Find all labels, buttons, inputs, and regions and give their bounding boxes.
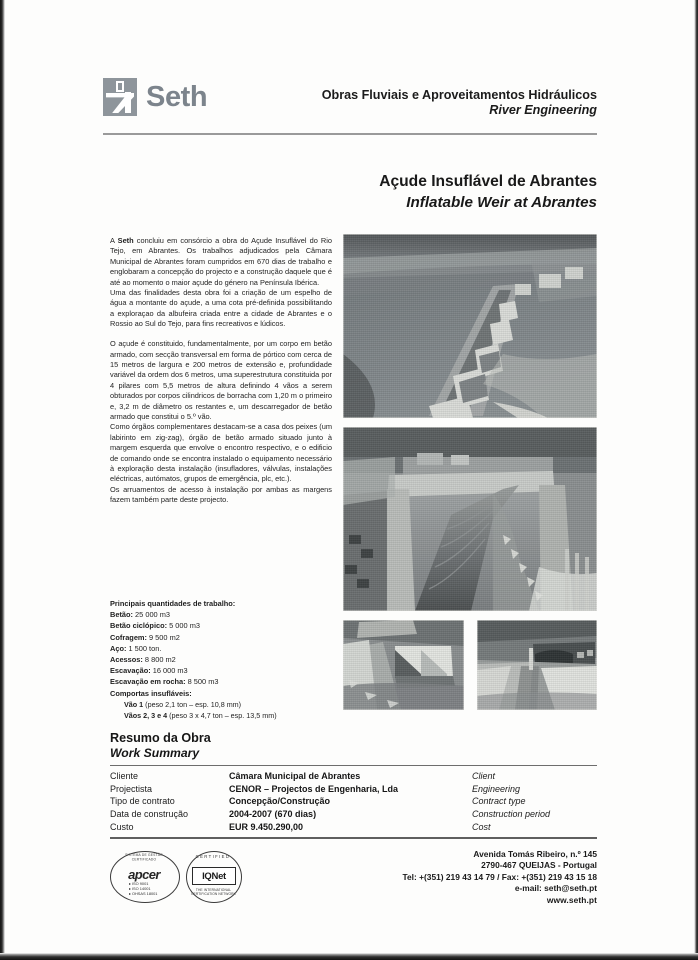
paragraph-2: Uma das finalidades desta obra foi a criação de um espelho de água a montante do açude, a uma cota pré-definida possibilitando a exploraçao da albufeira criada entre a cidade de Abrantes e o Rossio ao Sul do Tejo, para fins recreativos e lúdicos.: [110, 288, 332, 329]
summary-row-label: Tipo de contrato: [110, 796, 175, 807]
quantity-label: Acessos:: [110, 655, 143, 665]
page-title-en: Inflatable Weir at Abrantes: [406, 193, 597, 211]
summary-row: [110, 770, 597, 783]
quantity-sub-row: [110, 699, 340, 710]
quantities-block: [110, 598, 340, 721]
apcer-standard: ▸ ISO 9001: [129, 881, 148, 886]
quantity-value: 9 500 m2: [146, 632, 180, 642]
quantity-label: Aço:: [110, 643, 127, 653]
paragraph-5: Os arruamentos de acesso à instalação por ambas as margens fazem também parte deste projecto.: [110, 484, 332, 505]
photo-rubber-bladder-gate-detail: [343, 427, 597, 611]
quantity-row: [110, 676, 340, 687]
apcer-standards-list: [129, 881, 157, 897]
quantities-list: [110, 609, 340, 699]
body-text-column: [110, 236, 332, 506]
footer-website[interactable]: www.seth.pt: [546, 894, 597, 905]
quantity-sub-row: [110, 710, 340, 721]
paragraph-4: Como órgãos complementares destacam-se a casa dos peixes (um labirinto em zig-zag), órgão de betão armado situado junto à margem esquerda que envolve o encontro respectivo, e o edificio de comando onde se encontra instalado o equipamento necessário à exploração desta instalação (insufladores, válvulas, instalações eléctricas, autómatos, grupos de emergência, plc, etc.).: [110, 422, 332, 484]
photo-aerial-view-of-inflatable-weir: [343, 234, 597, 418]
iqnet-arc-bottom: THE INTERNATIONAL CERTIFICATION NETWORK: [191, 888, 236, 896]
scan-edge-bottom: [0, 953, 698, 960]
summary-row-label-en: Engineering: [472, 783, 521, 794]
summary-row: [110, 808, 597, 821]
summary-row-label: Custo: [110, 821, 134, 832]
quantity-value: 1 500 ton.: [126, 643, 162, 653]
summary-row-value: CENOR – Projectos de Engenharia, Lda: [229, 783, 399, 794]
footer-contact-block: [403, 849, 597, 906]
scan-edge-right: [694, 0, 698, 960]
quantity-row: [110, 609, 340, 620]
iqnet-badge: [192, 867, 236, 885]
page-title-pt: Açude Insuflável de Abrantes: [379, 173, 597, 190]
quantity-sub-label: Vãos 2, 3 e 4: [124, 711, 168, 721]
quantity-value: 25 000 m3: [133, 610, 170, 620]
photo-fish-pass-structure: [343, 620, 464, 710]
quantity-value: 8 500 m3: [185, 677, 219, 687]
quantity-value: 5 000 m3: [167, 621, 200, 631]
summary-divider-top: [110, 765, 597, 767]
summary-row: [110, 795, 597, 808]
summary-divider-bottom: [110, 837, 597, 839]
quantity-row: [110, 643, 340, 654]
summary-row: [110, 821, 597, 834]
summary-table: [110, 770, 597, 833]
photo-access-road-and-abutment: [477, 620, 597, 710]
quantity-label: Comportas insufláveis:: [110, 688, 192, 698]
apcer-standard: ▸ ISO 14001: [129, 886, 151, 891]
quantity-row: [110, 665, 340, 676]
summary-row-label-en: Client: [472, 771, 496, 782]
apcer-wordmark: apcer: [128, 867, 160, 882]
quantity-label: Escavação:: [110, 666, 151, 676]
footer-phone-fax: Tel: +(351) 219 43 14 79 / Fax: +(351) 219 43 15 18: [402, 871, 597, 882]
paragraph-3: O açude é constituido, fundamentalmente, por um corpo em betão armado, com secção transversal em forma de pórtico com cerca de 15 metros de largura e 200 metros de extensão e, profundidade variável da ordem dos 6 metros, uma superestrutura constituida por 4 pilares com 5,5 metros de altura definindo 4 vãos a serem obturados por corpos cilindricos de borracha com 1,20 m o primeiro e, 3,2 m de diâmetro os restantes e, um descarregador de betão armado que constitui o 5.º vão.: [110, 339, 332, 421]
header-tagline: [322, 88, 597, 119]
footer-address-line1: Avenida Tomás Ribeiro, n.º 145: [473, 849, 597, 859]
footer-email[interactable]: e-mail: seth@seth.pt: [514, 883, 597, 894]
quantity-sub-value: (peso 3 x 4,7 ton – esp. 13,5 mm): [167, 711, 277, 721]
summary-row-label: Data de construção: [110, 809, 189, 819]
seth-logo: [103, 78, 207, 116]
header-divider: [103, 133, 597, 135]
summary-row-label-en: Contract type: [472, 796, 526, 807]
summary-row-value: EUR 9.450.290,00: [229, 821, 304, 832]
scan-edge-left: [0, 0, 5, 960]
summary-row: [110, 783, 597, 796]
page-title: [379, 172, 597, 213]
header-tagline-pt: Obras Fluviais e Aproveitamentos Hidráulicos: [321, 88, 597, 102]
quantity-row: [110, 654, 340, 665]
header-tagline-en: River Engineering: [489, 103, 597, 118]
quantity-row: [110, 632, 340, 643]
quantity-sub-label: Vão 1: [124, 699, 144, 709]
seth-logo-wordmark: Seth: [146, 80, 208, 113]
quantity-value: 16 000 m3: [150, 666, 188, 676]
paragraph-1: A Seth concluiu em consórcio a obra do Açude Insuflável do Rio Tejo, em Abrantes. Os trabalhos adjudicados pela Câmara Municipal de Abrantes foram cumpridos em 670 dias de trabalho e englobaram a concepção do projecto e a construção daquele que é até ao momento o maior açude do género na Península Ibérica.: [110, 236, 333, 287]
seth-logo-icon: [103, 78, 137, 116]
summary-title-pt: Resumo da Obra: [110, 731, 211, 745]
summary-row-label-en: Cost: [472, 821, 491, 832]
quantities-heading: Principais quantidades de trabalho:: [110, 599, 236, 608]
summary-row-label: Cliente: [110, 771, 139, 782]
summary-row-value: 2004-2007 (670 dias): [229, 809, 317, 819]
footer-address-line2: 2790-467 QUEIJAS - Portugal: [481, 860, 597, 871]
apcer-standard: ▸ OHSAS 18001: [129, 891, 157, 896]
work-summary-section: [110, 730, 597, 843]
apcer-certification-icon: [108, 850, 182, 902]
certification-logos: [108, 850, 244, 902]
quantity-label: Betão ciclópico:: [110, 621, 168, 631]
apcer-arc-text: SISTEMA DE GESTÃO CERTIFICADO: [125, 852, 163, 862]
document-header: [103, 78, 597, 130]
iqnet-wordmark: IQNet: [202, 870, 226, 882]
summary-row-value: Concepção/Construção: [229, 796, 331, 807]
quantity-label: Cofragem:: [110, 632, 147, 642]
quantities-sublist: [110, 699, 340, 721]
summary-row-label-en: Construction period: [472, 809, 551, 819]
iqnet-arc-top: CERTIFIED: [195, 854, 231, 859]
quantity-sub-value: (peso 2,1 ton – esp. 10,8 mm): [143, 699, 242, 709]
quantity-label: Betão:: [110, 610, 133, 620]
quantity-row: [110, 620, 340, 631]
quantity-value: 8 800 m2: [142, 655, 176, 665]
summary-row-label: Projectista: [110, 783, 153, 794]
quantity-row: [110, 688, 340, 699]
summary-title-en: Work Summary: [110, 746, 200, 761]
quantity-label: Escavação em rocha:: [110, 677, 186, 687]
summary-row-value: Câmara Municipal de Abrantes: [229, 771, 361, 782]
iqnet-certification-icon: [184, 850, 244, 902]
